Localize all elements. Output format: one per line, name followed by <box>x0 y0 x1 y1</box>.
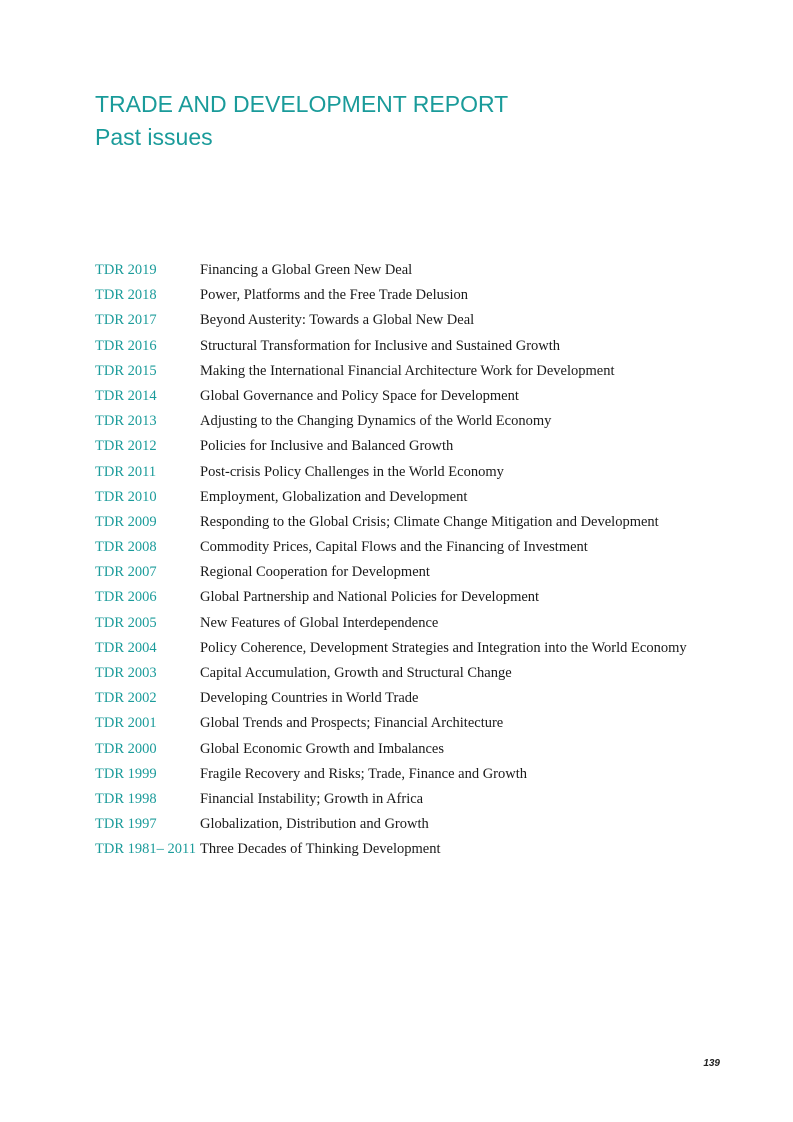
issue-title: Making the International Financial Architecture Work for Development <box>200 362 615 379</box>
issue-title: Fragile Recovery and Risks; Trade, Finance and Growth <box>200 765 528 782</box>
issue-code: TDR 2008 <box>95 539 157 556</box>
issue-title: Employment, Globalization and Development <box>200 488 468 505</box>
list-item <box>95 359 687 384</box>
list-item <box>95 812 687 837</box>
list-item <box>95 661 687 686</box>
page-heading <box>95 89 508 155</box>
issue-title: Adjusting to the Changing Dynamics of the World Economy <box>200 413 552 430</box>
issue-code: TDR 1981– 2011 <box>95 841 196 858</box>
list-item <box>95 787 687 812</box>
list-item <box>95 737 687 762</box>
issue-title: Post-crisis Policy Challenges in the World Economy <box>200 463 504 480</box>
issue-code: TDR 2009 <box>95 513 157 530</box>
issue-code: TDR 1998 <box>95 790 157 807</box>
issue-code: TDR 2013 <box>95 413 157 430</box>
list-item <box>95 334 687 359</box>
issue-code: TDR 2012 <box>95 438 157 455</box>
list-item <box>95 434 687 459</box>
list-item <box>95 837 687 862</box>
issue-title: Financial Instability; Growth in Africa <box>200 790 424 807</box>
list-item <box>95 308 687 333</box>
list-item <box>95 485 687 510</box>
issue-code: TDR 2018 <box>95 287 157 304</box>
issue-code: TDR 2003 <box>95 665 157 681</box>
issue-code: TDR 2000 <box>95 740 157 757</box>
issue-code: TDR 2007 <box>95 564 157 581</box>
list-item <box>95 636 687 661</box>
issue-code: TDR 2016 <box>95 337 157 354</box>
list-item <box>95 686 687 711</box>
issue-title: Responding to the Global Crisis; Climate Change Mitigation and Development <box>200 513 659 530</box>
issue-title: Policy Coherence, Development Strategies and Integration into the World Economy <box>200 639 687 656</box>
list-item <box>95 460 687 485</box>
issue-title: Global Partnership and National Policies for Development <box>200 589 540 606</box>
list-item <box>95 535 687 560</box>
issue-code: TDR 1999 <box>95 765 157 782</box>
issue-title: Commodity Prices, Capital Flows and the Financing of Investment <box>200 539 588 556</box>
issue-code: TDR 2011 <box>95 463 157 480</box>
issue-title: Structural Transformation for Inclusive and Sustained Growth <box>200 337 561 354</box>
list-item <box>95 585 687 610</box>
list-item <box>95 711 687 736</box>
list-item <box>95 560 687 585</box>
issue-code: TDR 2010 <box>95 488 157 505</box>
issue-title: Capital Accumulation, Growth and Structural Change <box>200 665 512 681</box>
report-subtitle: Past issues <box>95 124 213 150</box>
issue-title: Global Economic Growth and Imbalances <box>200 740 445 757</box>
issue-title: Global Governance and Policy Space for Development <box>200 387 519 404</box>
page-number: 139 <box>703 1058 720 1069</box>
past-issues-list <box>95 258 687 863</box>
issue-title: Power, Platforms and the Free Trade Delusion <box>200 287 469 304</box>
issue-title: Beyond Austerity: Towards a Global New Deal <box>200 312 475 329</box>
issue-title: Financing a Global Green New Deal <box>200 262 413 278</box>
list-item <box>95 762 687 787</box>
issue-title: Globalization, Distribution and Growth <box>200 816 429 833</box>
list-item <box>95 283 687 308</box>
list-item <box>95 384 687 409</box>
issue-code: TDR 2019 <box>95 262 157 278</box>
list-item <box>95 510 687 535</box>
issue-code: TDR 1997 <box>95 816 157 833</box>
list-item <box>95 409 687 434</box>
issue-title: Three Decades of Thinking Development <box>200 841 441 858</box>
list-item <box>95 258 687 283</box>
issue-code: TDR 2015 <box>95 362 157 379</box>
issue-code: TDR 2014 <box>95 387 157 404</box>
issue-code: TDR 2017 <box>95 312 157 329</box>
issue-code: TDR 2004 <box>95 639 157 656</box>
report-title: TRADE AND DEVELOPMENT REPORT <box>95 91 509 117</box>
issue-code: TDR 2006 <box>95 589 157 606</box>
issue-title: Policies for Inclusive and Balanced Growth <box>200 438 454 455</box>
issue-title: New Features of Global Interdependence <box>200 614 439 631</box>
issue-code: TDR 2001 <box>95 715 157 732</box>
issue-code: TDR 2005 <box>95 614 157 631</box>
issue-title: Regional Cooperation for Development <box>200 564 430 581</box>
issue-code: TDR 2002 <box>95 690 157 707</box>
issue-title: Global Trends and Prospects; Financial Architecture <box>200 715 504 732</box>
issue-title: Developing Countries in World Trade <box>200 690 419 707</box>
list-item <box>95 611 687 636</box>
